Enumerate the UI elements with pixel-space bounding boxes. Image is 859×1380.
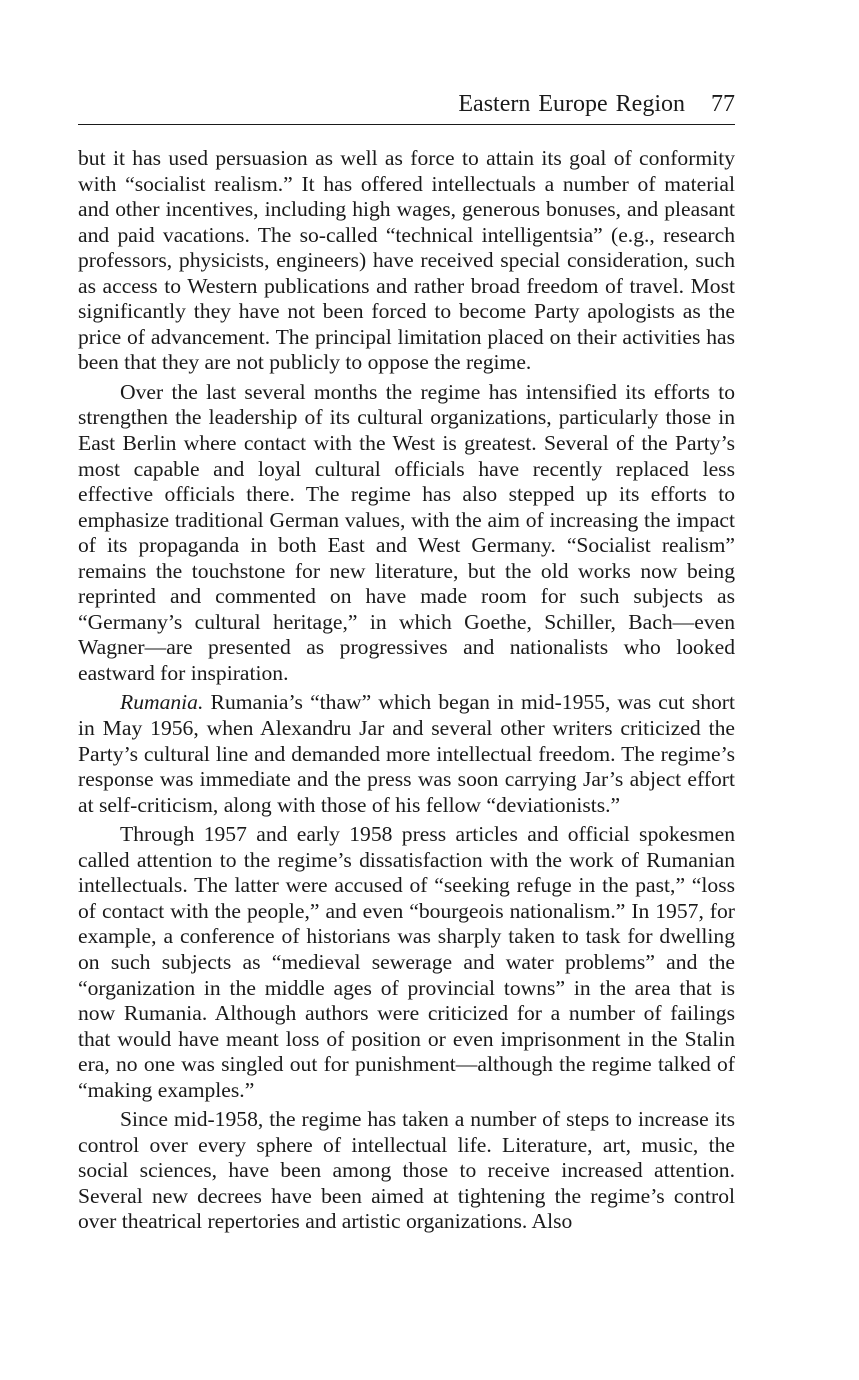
book-page: [78, 88, 735, 1239]
paragraph-5-text: Since mid-1958, the regime has taken a number of steps to increase its control over every sphere of intellectual life. Literature, art, music, the social sciences, have been among those to receive increased attention. Several new decrees have been aimed at tightening the regime’s control over theatrical repertories and artistic organizations. Also: [78, 1107, 735, 1234]
running-head-title: Eastern Europe Region: [458, 91, 685, 117]
paragraph-5: [78, 1107, 735, 1235]
paragraph-3-text: Rumania’s “thaw” which began in mid-1955, was cut short in May 1956, when Alexandru Jar and several other writers criticized the Party’s cultural line and demanded more intellectual freedom. The regime’s response was immediate and the press was soon carrying Jar’s abject effort at self-criticism, along with those of his fellow “deviationists.”: [78, 690, 735, 817]
paragraph-4: [78, 822, 735, 1103]
paragraph-2: [78, 380, 735, 687]
paragraph-2-text: Over the last several months the regime has intensified its efforts to strengthen the leadership of its cultural organizations, particularly those in East Berlin where contact with the West is greatest. Several of the Party’s most capable and loyal cultural officials have recently replaced less effective officials there. The regime has also stepped up its efforts to emphasize traditional German values, with the aim of increasing the impact of its propaganda in both East and West Germany. “Socialist realism” remains the touchstone for new literature, but the old works now being reprinted and commented on have made room for such subjects as “Germany’s cultural heritage,” in which Goethe, Schiller, Bach—even Wagner—are presented as progressives and nationalists who looked eastward for inspiration.: [78, 379, 735, 685]
page-number: 77: [711, 91, 735, 117]
paragraph-1-text: but it has used persuasion as well as force to attain its goal of conformity with “socialist realism.” It has offered intellectuals a number of material and other incentives, including high wages, generous bonuses, and pleasant and paid vacations. The so-called “technical intelligentsia” (e.g., research professors, physicists, engineers) have received special consideration, such as access to Western publications and rather broad freedom of travel. Most significantly they have not been forced to become Party apologists as the price of advancement. The principal limitation placed on their activities has been that they are not publicly to oppose the regime.: [78, 146, 735, 375]
running-header: [78, 88, 735, 125]
paragraph-3: [78, 690, 735, 818]
paragraph-4-text: Through 1957 and early 1958 press articles and official spokesmen called attention to the regime’s dissatisfaction with the work of Rumanian intellectuals. The latter were accused of “seeking refuge in the past,” “loss of contact with the people,” and even “bourgeois nationalism.” In 1957, for example, a conference of historians was sharply taken to task for dwelling on such subjects as “medieval sewerage and water problems” and the “organization in the middle ages of provincial towns” in the area that is now Rumania. Although authors were criticized for a number of failings that would have meant loss of position or even imprisonment in the Stalin era, no one was singled out for punishment—although the regime talked of “making examples.”: [78, 822, 735, 1102]
paragraph-1: [78, 146, 735, 376]
body-text: [78, 146, 735, 1235]
rumania-run-in-heading: Rumania.: [120, 690, 204, 715]
